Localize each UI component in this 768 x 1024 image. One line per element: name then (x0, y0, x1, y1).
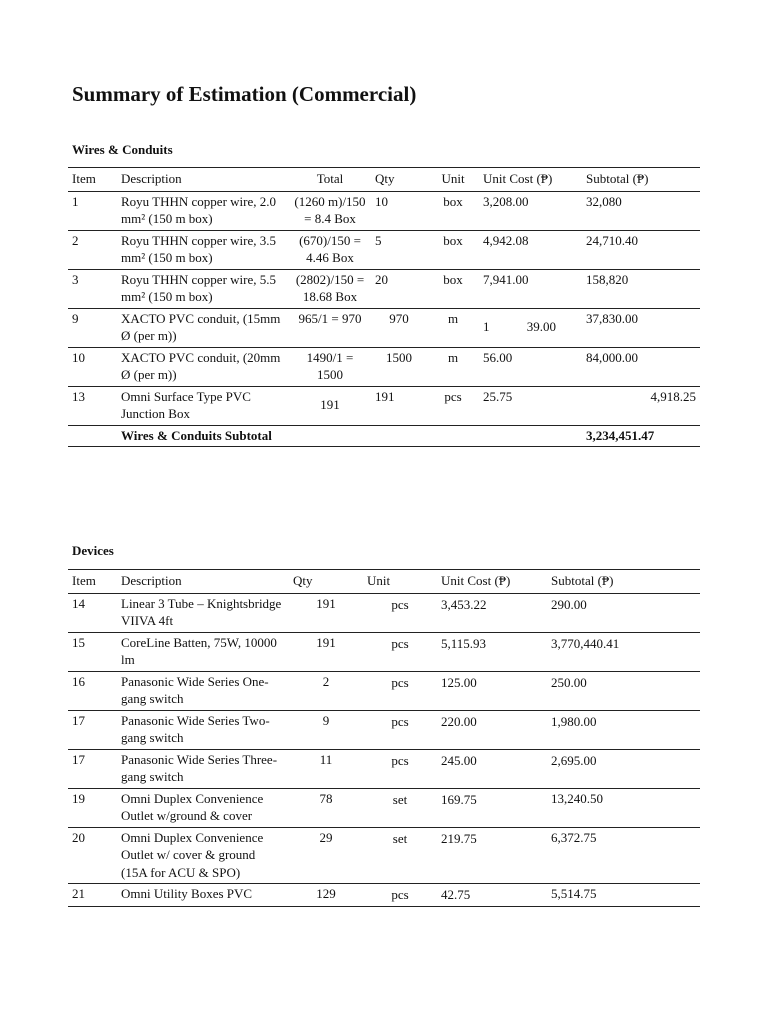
item-unit: set (363, 788, 437, 827)
item-subtotal: 158,820 (582, 269, 700, 308)
item-qty: 20 (371, 269, 427, 308)
item-subtotal: 290.00 (547, 593, 700, 632)
item-unit-cost: 3,453.22 (437, 593, 547, 632)
item-subtotal: 24,710.40 (582, 230, 700, 269)
item-number: 17 (68, 710, 117, 749)
item-unit-cost: 245.00 (437, 749, 547, 788)
unit-cost-part-a: 1 (483, 318, 490, 334)
item-unit-cost: 7,941.00 (479, 269, 582, 308)
item-unit-cost: 42.75 (437, 884, 547, 907)
devices-table (68, 569, 700, 907)
item-unit: pcs (427, 386, 479, 425)
header-unit-cost: Unit Cost (₱) (437, 570, 547, 594)
header-description: Description (117, 168, 289, 192)
table-row (68, 671, 700, 710)
item-number: 1 (68, 191, 117, 230)
item-number: 10 (68, 347, 117, 386)
item-total: 1490/1 = 1500 (289, 347, 371, 386)
item-description: XACTO PVC conduit, (15mm Ø (per m)) (117, 308, 289, 347)
item-description: Omni Utility Boxes PVC (117, 884, 289, 907)
item-description: Royu THHN copper wire, 5.5 mm² (150 m box) (117, 269, 289, 308)
item-qty: 191 (289, 593, 363, 632)
item-unit-cost: 5,115.93 (437, 632, 547, 671)
item-unit-cost (479, 308, 582, 347)
header-unit: Unit (427, 168, 479, 192)
item-unit: m (427, 347, 479, 386)
table-row (68, 749, 700, 788)
page-title: Summary of Estimation (Commercial) (72, 82, 417, 106)
item-subtotal: 5,514.75 (547, 884, 700, 907)
item-subtotal: 13,240.50 (547, 788, 700, 827)
item-unit-cost: 169.75 (437, 788, 547, 827)
table-row (68, 632, 700, 671)
item-total: (1260 m)/150 = 8.4 Box (289, 191, 371, 230)
wires-section-heading: Wires & Conduits (72, 142, 173, 157)
item-qty: 2 (289, 671, 363, 710)
header-unit: Unit (363, 570, 437, 594)
header-unit-cost: Unit Cost (₱) (479, 168, 582, 192)
header-subtotal: Subtotal (₱) (547, 570, 700, 594)
item-total: 191 (289, 386, 371, 425)
item-unit: pcs (363, 884, 437, 907)
item-number: 3 (68, 269, 117, 308)
table-header-row (68, 570, 700, 594)
item-description: Linear 3 Tube – Knightsbridge VIIVA 4ft (117, 593, 289, 632)
item-unit: pcs (363, 671, 437, 710)
subtotal-label: Wires & Conduits Subtotal (117, 425, 289, 447)
table-row (68, 347, 700, 386)
item-unit-cost: 25.75 (479, 386, 582, 425)
item-subtotal: 84,000.00 (582, 347, 700, 386)
table-row (68, 710, 700, 749)
table-row (68, 386, 700, 425)
item-total: (670)/150 = 4.46 Box (289, 230, 371, 269)
item-description: Omni Duplex Convenience Outlet w/ cover & ground (15A for ACU & SPO) (117, 827, 289, 884)
item-description: Royu THHN copper wire, 3.5 mm² (150 m box) (117, 230, 289, 269)
item-unit: pcs (363, 749, 437, 788)
item-subtotal: 6,372.75 (547, 827, 700, 884)
item-subtotal: 37,830.00 (582, 308, 700, 347)
item-unit: box (427, 230, 479, 269)
item-qty: 9 (289, 710, 363, 749)
item-unit: box (427, 269, 479, 308)
item-unit: set (363, 827, 437, 884)
item-total: 965/1 = 970 (289, 308, 371, 347)
item-description: Royu THHN copper wire, 2.0 mm² (150 m box) (117, 191, 289, 230)
item-subtotal: 1,980.00 (547, 710, 700, 749)
item-qty: 10 (371, 191, 427, 230)
item-unit: pcs (363, 632, 437, 671)
header-subtotal: Subtotal (₱) (582, 168, 700, 192)
item-qty: 29 (289, 827, 363, 884)
item-qty: 11 (289, 749, 363, 788)
item-number: 2 (68, 230, 117, 269)
table-row (68, 191, 700, 230)
item-description: Panasonic Wide Series One-gang switch (117, 671, 289, 710)
item-number: 9 (68, 308, 117, 347)
item-description: Omni Surface Type PVC Junction Box (117, 386, 289, 425)
item-qty: 970 (371, 308, 427, 347)
item-qty: 129 (289, 884, 363, 907)
header-item: Item (68, 570, 117, 594)
subtotal-value: 3,234,451.47 (582, 425, 700, 447)
table-row (68, 593, 700, 632)
header-description: Description (117, 570, 289, 594)
item-description: Omni Duplex Convenience Outlet w/ground & cover (117, 788, 289, 827)
wires-conduits-table (68, 167, 700, 447)
item-unit: m (427, 308, 479, 347)
table-row (68, 788, 700, 827)
item-unit-cost: 125.00 (437, 671, 547, 710)
item-number: 20 (68, 827, 117, 884)
item-number: 19 (68, 788, 117, 827)
item-description: CoreLine Batten, 75W, 10000 lm (117, 632, 289, 671)
header-qty: Qty (289, 570, 363, 594)
item-number: 16 (68, 671, 117, 710)
item-unit: pcs (363, 593, 437, 632)
table-row (68, 269, 700, 308)
item-unit: pcs (363, 710, 437, 749)
item-unit-cost: 220.00 (437, 710, 547, 749)
item-unit-cost: 56.00 (479, 347, 582, 386)
item-subtotal: 3,770,440.41 (547, 632, 700, 671)
item-description: Panasonic Wide Series Three-gang switch (117, 749, 289, 788)
subtotal-row (68, 425, 700, 447)
item-qty: 78 (289, 788, 363, 827)
header-item: Item (68, 168, 117, 192)
table-row (68, 230, 700, 269)
item-total: (2802)/150 = 18.68 Box (289, 269, 371, 308)
unit-cost-part-b: 39.00 (526, 318, 556, 334)
item-subtotal: 4,918.25 (582, 386, 700, 425)
item-unit-cost: 3,208.00 (479, 191, 582, 230)
item-qty: 191 (371, 386, 427, 425)
item-number: 21 (68, 884, 117, 907)
item-number: 13 (68, 386, 117, 425)
item-description: XACTO PVC conduit, (20mm Ø (per m)) (117, 347, 289, 386)
item-description: Panasonic Wide Series Two-gang switch (117, 710, 289, 749)
table-row (68, 827, 700, 884)
header-qty: Qty (371, 168, 427, 192)
item-subtotal: 250.00 (547, 671, 700, 710)
item-qty: 5 (371, 230, 427, 269)
item-unit: box (427, 191, 479, 230)
item-qty: 1500 (371, 347, 427, 386)
table-header-row (68, 168, 700, 192)
table-row (68, 308, 700, 347)
item-unit-cost: 219.75 (437, 827, 547, 884)
item-subtotal: 2,695.00 (547, 749, 700, 788)
item-qty: 191 (289, 632, 363, 671)
item-unit-cost: 4,942.08 (479, 230, 582, 269)
devices-section-heading: Devices (72, 543, 114, 558)
header-total: Total (289, 168, 371, 192)
item-number: 15 (68, 632, 117, 671)
table-row (68, 884, 700, 907)
item-subtotal: 32,080 (582, 191, 700, 230)
item-number: 14 (68, 593, 117, 632)
item-number: 17 (68, 749, 117, 788)
